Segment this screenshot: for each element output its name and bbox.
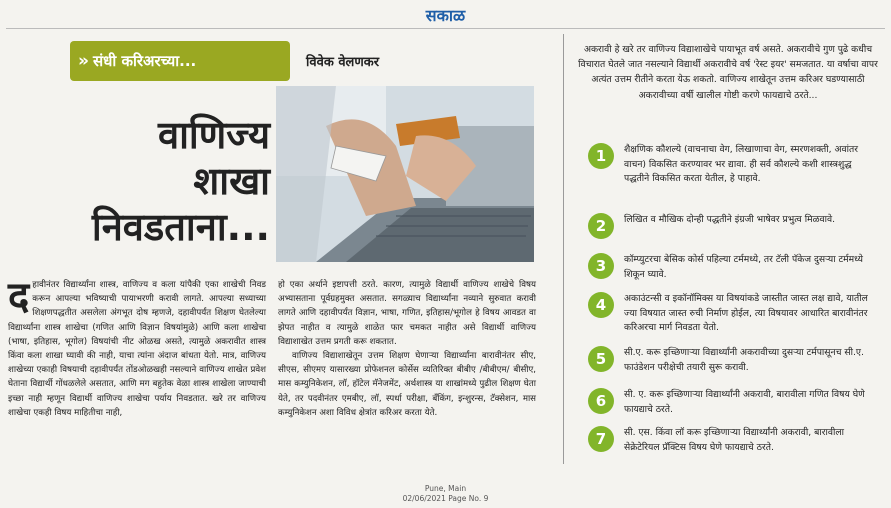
tip-number-badge: 7: [588, 426, 614, 452]
tip-number-badge: 3: [588, 253, 614, 279]
masthead: सकाळ: [425, 6, 466, 25]
tip-item: [588, 253, 878, 282]
tip-text: कॉम्प्युटरचा बेसिक कोर्स पहिल्या टर्ममध्ये, तर टॅली पॅकेज दुसऱ्या टर्ममध्ये शिकून घ्यावे.: [624, 254, 863, 280]
laptop-card-illustration: [276, 86, 534, 262]
headline-line: निवडताना...: [91, 205, 270, 249]
tip-item: [588, 346, 878, 375]
tip-number-badge: 6: [588, 388, 614, 414]
banner-label: संधी करिअरच्या...: [92, 52, 197, 70]
tip-number-badge: 1: [588, 143, 614, 169]
author-byline: विवेक वेलणकर: [306, 55, 380, 70]
drop-cap: द: [8, 274, 30, 320]
tip-number-badge: 2: [588, 213, 614, 239]
footer-date-page: 02/06/2021 Page No. 9: [402, 494, 489, 503]
tip-number-badge: 4: [588, 292, 614, 318]
double-chevron-icon: »: [78, 51, 89, 71]
tip-item: [588, 426, 878, 455]
article-photo: [276, 86, 534, 262]
article-column-2: [278, 278, 536, 420]
series-banner: [70, 41, 290, 81]
column-2-paragraph: वाणिज्य विद्याशाखेतून उत्तम शिक्षण घेणाऱ्या विद्यार्थ्यांना बारावीनंतर सीए, सीएस, सीएमए यासारख्या प्रोफेशनल कोर्सेस व्यतिरिक्त बीबीए /बीबीएम/ बीसीए, मास कम्युनिकेशन, लॉ, हॉटेल मॅनेजमेंट, अर्थशास्त्र या शाखांमध्ये पुढील शिक्षण घेता येते, तर पदवीनंतर एमबीए, लॉ, स्पर्धा परीक्षा, बँकिंग, इन्शुरन्स, टॅक्सेशन, मास कम्युनिकेशन अशा विविध क्षेत्रांत करिअर करता येते.: [278, 351, 536, 418]
column-2-paragraph: हो एका अर्थाने इष्टापत्ती ठरते. कारण, त्यामुळे विद्यार्थी वाणिज्य शाखेचे विषय अभ्यासताना पूर्वग्रहमुक्त असतात. सगळ्याच विद्यार्थ्यांना नव्याने सुरुवात करावी लागते आणि दहावीपर्यंत विज्ञान, भाषा, गणित, इतिहास/भूगोल हे विषय आवडत वा झेपत नाहीत व त्यामुळे शाळेत फार चमकत नाहीत असे विद्यार्थी वाणिज्य विद्याशाखेत उत्तम प्रगती करू शकतात.: [278, 280, 536, 347]
column-divider: [563, 34, 564, 464]
tip-item: [588, 143, 878, 187]
tip-text: शैक्षणिक कौशल्ये (वाचनाचा वेग, लिखाणाचा वेग, स्मरणशक्ती, अवांतर वाचन) विकसित करण्यावर भर द्यावा. ही सर्व कौशल्ये कशी शास्त्रशुद्ध पद्धतीने विकसित करता येतील, हे पाहावे.: [624, 144, 858, 184]
article-column-1: [8, 274, 266, 420]
headline-line: वाणिज्य: [157, 113, 270, 157]
headline-line: शाखा: [193, 159, 270, 203]
footer-edition: Pune, Main: [424, 484, 467, 493]
tip-text: लिखित व मौखिक दोन्ही पद्धतीने इंग्रजी भाषेवर प्रभुत्व मिळवावे.: [624, 214, 836, 225]
tip-text: सी. एस. किंवा लॉ करू इच्छिणाऱ्या विद्यार्थ्यांनी अकरावी, बारावीला सेक्रेटेरियल प्रॅक्टिस विषय घेणे फायद्याचे ठरते.: [624, 427, 844, 453]
headline: [60, 112, 270, 250]
tip-item: [588, 213, 878, 239]
tip-number-badge: 5: [588, 346, 614, 372]
tip-text: सी.ए. करू इच्छिणाऱ्या विद्यार्थ्यांनी अकरावीच्या दुसऱ्या टर्मपासूनच सी.ए. फाउंडेशन परीक्षेची तयारी सुरू करावी.: [624, 347, 864, 373]
tip-text: अकाउंटन्सी व इकॉनॉमिक्स या विषयांकडे जास्तीत जास्त लक्ष द्यावे, यातील ज्या विषयात जास्त रुची निर्माण होईल, त्या विषयावर आधारित बारावीनंतर करिअरचा मार्ग निवडता येतो.: [624, 293, 868, 333]
sidebar-intro: अकरावी हे खरे तर वाणिज्य विद्याशाखेचे पायाभूत वर्ष असते. अकरावीचे गुण पुढे कधीच विचारात घेतले जात नसल्याने विद्यार्थी अकरावीचे वर्ष 'रेस्ट इयर' समजतात. या वर्षाचा वापर अत्यंत उत्तम रीतीने करता येऊ शकतो. वाणिज्य शाखेतून उत्तम करिअर घडण्यासाठी अकरावीच्या वर्षी खालील गोष्टी करणे फायद्याचे ठरते...: [578, 44, 878, 101]
tip-text: सी. ए. करू इच्छिणाऱ्या विद्यार्थ्यांनी अकरावी, बारावीला गणित विषय घेणे फायद्याचे ठरते.: [624, 389, 865, 415]
tip-item: [588, 388, 878, 417]
tip-item: [588, 292, 878, 336]
column-1-text: हावीनंतर विद्यार्थ्यांना शास्त्र, वाणिज्य व कला यांपैकी एका शाखेची निवड करून आपल्या भविष्याची पायाभरणी करावी लागते. आपल्या सध्याच्या शिक्षणपद्धतीत असलेला अंगभूत दोष म्हणजे, दहावीपर्यंत शिक्षण घेतलेल्या विद्यार्थ्यांना शास्त्र शाखेचा (गणित आणि विज्ञान विषयांमुळे) आणि कला शाखेचा (भाषा, इतिहास, भूगोल) विषयांची नीट ओळख असते, त्यामुळे अकरावीत शास्त्र किंवा कला शाखा घ्यावी की नाही, याचा त्यांना अंदाज बांधता येतो. मात्र, वाणिज्य शाखेच्या एकाही विषयाची दहावीपर्यंत तोंडओळखही नसल्याने वाणिज्य शाखेत प्रवेश घेताना विद्यार्थी गोंधळलेले असतात, आणि मग बहुतेक वेळा शास्त्र शाखेला जाण्याची इच्छा नाही म्हणून विद्यार्थी वाणिज्य शाखेचा पर्याय निवडतात. खरे तर वाणिज्य शाखेचा एकही विषय माहितीचा नाही,: [8, 280, 266, 418]
